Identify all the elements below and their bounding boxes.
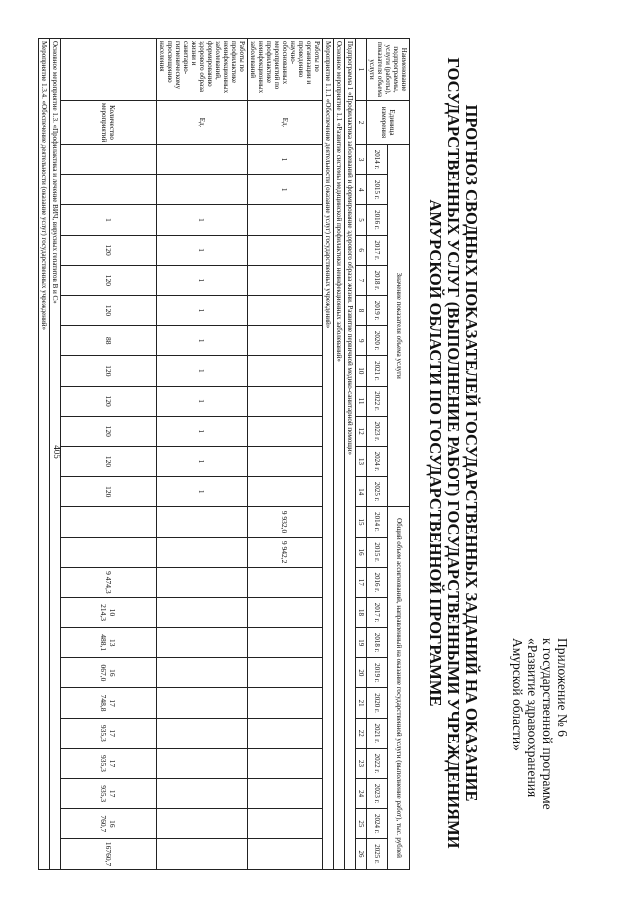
- cost-cell: [157, 597, 248, 627]
- value-cell: 120: [61, 386, 157, 416]
- column-index-cell: 26: [356, 839, 367, 869]
- table-row: [61, 39, 157, 870]
- title-line: АМУРСКОЙ ОБЛАСТИ ПО ГОСУДАРСТВЕННОЙ ПРОГРАММЕ: [426, 199, 445, 707]
- row-name-cell: [61, 39, 157, 101]
- value-cell: 120: [61, 295, 157, 325]
- column-index-cell: 15: [356, 507, 367, 537]
- year-header-values: 2015 г.: [367, 175, 389, 205]
- year-header-values: 2019 г.: [367, 295, 389, 325]
- year-header-values: 2024 г.: [367, 446, 389, 476]
- section-title: Мероприятие 1.1.1 «Обеспечение деятельности (оказание услуг) государственных учреждений»: [323, 39, 334, 870]
- row-unit-cell: Ед.: [248, 101, 323, 145]
- column-index-cell: 25: [356, 809, 367, 839]
- value-cell: 1: [157, 326, 248, 356]
- value-cell: [248, 295, 323, 325]
- year-header-values: 2018 г.: [367, 265, 389, 295]
- column-index-cell: 1: [356, 39, 367, 101]
- document-title: [426, 38, 480, 868]
- year-header-costs: 2017 г.: [367, 597, 389, 627]
- cost-cell: 10 214,3: [61, 597, 157, 627]
- year-header-costs: 2015 г.: [367, 537, 389, 567]
- cost-cell: [157, 748, 248, 778]
- year-header-values: 2014 г.: [367, 145, 389, 175]
- cost-cell: [157, 839, 248, 869]
- column-index-cell: 9: [356, 326, 367, 356]
- column-index-cell: 7: [356, 265, 367, 295]
- cost-cell: [157, 688, 248, 718]
- cost-cell: 17 935,3: [61, 718, 157, 748]
- cost-cell: 17 748,8: [61, 688, 157, 718]
- value-cell: [248, 477, 323, 507]
- row-name-cell: Работы по организации и проведению научно-обоснованных мероприятий по профилактике неинфекционных заболеваний: [248, 39, 323, 101]
- table-row: [248, 39, 323, 870]
- year-header-values: 2023 г.: [367, 416, 389, 446]
- value-cell: [248, 446, 323, 476]
- row-name-cell: Работы по профилактике неинфекционных заболеваний, формированию здорового образа жизни и санитарно-гигиеническому просвещению населения: [157, 39, 248, 101]
- annex-note: [510, 638, 570, 868]
- column-index-cell: 11: [356, 386, 367, 416]
- value-cell: 1: [157, 205, 248, 235]
- cost-cell: [248, 718, 323, 748]
- cost-cell: 17 935,3: [61, 779, 157, 809]
- cost-cell: 16 760,7: [61, 809, 157, 839]
- year-header-costs: 2022 г.: [367, 748, 389, 778]
- value-cell: [157, 175, 248, 205]
- column-index-cell: 14: [356, 477, 367, 507]
- section-row: [50, 39, 61, 870]
- year-header-costs: 2020 г.: [367, 688, 389, 718]
- cost-cell: 9 932,0: [248, 507, 323, 537]
- cost-cell: 17 935,3: [61, 748, 157, 778]
- value-cell: 1: [157, 446, 248, 476]
- year-header-row: [367, 39, 389, 870]
- section-row: [345, 39, 356, 870]
- value-cell: 1: [157, 477, 248, 507]
- value-cell: 120: [61, 446, 157, 476]
- column-index-cell: 22: [356, 718, 367, 748]
- cost-cell: [248, 748, 323, 778]
- year-header-values: 2022 г.: [367, 386, 389, 416]
- column-index-cell: 17: [356, 567, 367, 597]
- value-cell: [61, 145, 157, 175]
- column-index-cell: 24: [356, 779, 367, 809]
- value-cell: [248, 386, 323, 416]
- year-header-costs: 2018 г.: [367, 628, 389, 658]
- column-index-cell: 13: [356, 446, 367, 476]
- value-cell: 1: [248, 145, 323, 175]
- row-unit-cell: Количество мероприятий: [61, 101, 157, 145]
- cost-cell: [248, 658, 323, 688]
- value-cell: 120: [61, 235, 157, 265]
- year-header-costs: 2023 г.: [367, 779, 389, 809]
- forecast-table: [38, 38, 410, 870]
- value-cell: 120: [61, 416, 157, 446]
- annex-line: к государственной программе: [540, 638, 555, 810]
- column-index-cell: 12: [356, 416, 367, 446]
- annex-line: Амурской области»: [510, 638, 525, 751]
- year-header-values: 2021 г.: [367, 356, 389, 386]
- page-number: 405: [52, 445, 62, 459]
- costs-group-header: Общий объем ассигнований, направленный на оказание государственной услуги (выполнение работ), тыс. рублей: [388, 507, 410, 869]
- cost-cell: 13 488,1: [61, 628, 157, 658]
- column-index-cell: 20: [356, 658, 367, 688]
- column-index-cell: 21: [356, 688, 367, 718]
- table-row: [157, 39, 248, 870]
- value-cell: 1: [157, 416, 248, 446]
- year-header-costs: 2024 г.: [367, 809, 389, 839]
- section-row: [323, 39, 334, 870]
- value-cell: [248, 326, 323, 356]
- column-index-cell: 8: [356, 295, 367, 325]
- column-index-cell: 6: [356, 235, 367, 265]
- year-header-values: 2016 г.: [367, 205, 389, 235]
- year-header-values: 2017 г.: [367, 235, 389, 265]
- name-column-header: Наименование подпрограммы, услуги (работы), показателя объема услуги: [367, 39, 410, 101]
- value-cell: 120: [61, 356, 157, 386]
- table-body: [39, 39, 356, 870]
- value-cell: 1: [157, 295, 248, 325]
- value-cell: 120: [61, 265, 157, 295]
- section-title: Основное мероприятие 1.1 «Развитие системы медицинской профилактики неинфекционных заболеваний»: [334, 39, 345, 870]
- value-cell: 88: [61, 326, 157, 356]
- column-index-cell: 23: [356, 748, 367, 778]
- column-index-cell: 18: [356, 597, 367, 627]
- year-header-costs: 2019 г.: [367, 658, 389, 688]
- unit-column-header: Единица измерения: [367, 101, 410, 145]
- row-unit-cell: Ед.: [157, 101, 248, 145]
- header-row: [388, 39, 410, 870]
- cost-cell: [157, 567, 248, 597]
- annex-line: Приложение № 6: [555, 638, 570, 737]
- cost-cell: [248, 809, 323, 839]
- value-cell: 1: [248, 175, 323, 205]
- annex-line: «Развитие здравоохранения: [525, 638, 540, 798]
- year-header-values: 2025 г.: [367, 477, 389, 507]
- cost-cell: [248, 567, 323, 597]
- cost-cell: [61, 507, 157, 537]
- value-cell: 1: [157, 386, 248, 416]
- value-cell: [61, 175, 157, 205]
- cost-cell: 16 067,0: [61, 658, 157, 688]
- year-header-costs: 2016 г.: [367, 567, 389, 597]
- cost-cell: [157, 779, 248, 809]
- column-index-row: [356, 39, 367, 870]
- year-header-costs: 2025 г.: [367, 839, 389, 869]
- cost-cell: [248, 839, 323, 869]
- column-index-cell: 10: [356, 356, 367, 386]
- value-cell: 1: [61, 205, 157, 235]
- section-row: [39, 39, 50, 870]
- cost-cell: 9 942,2: [248, 537, 323, 567]
- section-row: [334, 39, 345, 870]
- value-cell: 120: [61, 477, 157, 507]
- cost-cell: [157, 718, 248, 748]
- cost-cell: [157, 628, 248, 658]
- value-cell: [248, 416, 323, 446]
- cost-cell: [157, 658, 248, 688]
- section-title: Основное мероприятие 1.3. «Профилактика и лечение ВИЧ, вирусных гепатитов В и С»: [50, 39, 61, 870]
- cost-cell: [248, 779, 323, 809]
- value-cell: [157, 145, 248, 175]
- cost-cell: 16760,7: [61, 839, 157, 869]
- cost-cell: [248, 597, 323, 627]
- value-cell: [248, 265, 323, 295]
- title-line: ПРОГНОЗ СВОДНЫХ ПОКАЗАТЕЛЕЙ ГОСУДАРСТВЕННЫХ ЗАДАНИЙ НА ОКАЗАНИЕ: [462, 104, 481, 802]
- value-cell: [248, 235, 323, 265]
- year-header-values: 2020 г.: [367, 326, 389, 356]
- column-index-cell: 19: [356, 628, 367, 658]
- cost-cell: [248, 628, 323, 658]
- cost-cell: [61, 537, 157, 567]
- cost-cell: 9 474,3: [61, 567, 157, 597]
- column-index-cell: 4: [356, 175, 367, 205]
- cost-cell: [248, 688, 323, 718]
- year-header-costs: 2014 г.: [367, 507, 389, 537]
- value-cell: 1: [157, 235, 248, 265]
- column-index-cell: 5: [356, 205, 367, 235]
- year-header-costs: 2021 г.: [367, 718, 389, 748]
- cost-cell: [157, 507, 248, 537]
- values-group-header: Значение показателя объема услуги: [388, 145, 410, 507]
- title-line: ГОСУДАРСТВЕННЫХ УСЛУГ (ВЫПОЛНЕНИЕ РАБОТ) ГОСУДАРСТВЕННЫМИ УЧРЕЖДЕНИЯМИ: [444, 57, 463, 849]
- column-index-cell: 3: [356, 145, 367, 175]
- value-cell: [248, 205, 323, 235]
- cost-cell: [157, 809, 248, 839]
- section-title: Подпрограмма 1 «Профилактика заболеваний и формирование здорового образа жизни. Развитие первичной медико-санитарной помощи»: [345, 39, 356, 870]
- value-cell: 1: [157, 265, 248, 295]
- value-cell: [248, 356, 323, 386]
- column-index-cell: 16: [356, 537, 367, 567]
- section-title: Мероприятие 1.3.4. «Обеспечение деятельности (оказание услуг) государственных учреждений»: [39, 39, 50, 870]
- cost-cell: [157, 537, 248, 567]
- column-index-cell: 2: [356, 101, 367, 145]
- value-cell: 1: [157, 356, 248, 386]
